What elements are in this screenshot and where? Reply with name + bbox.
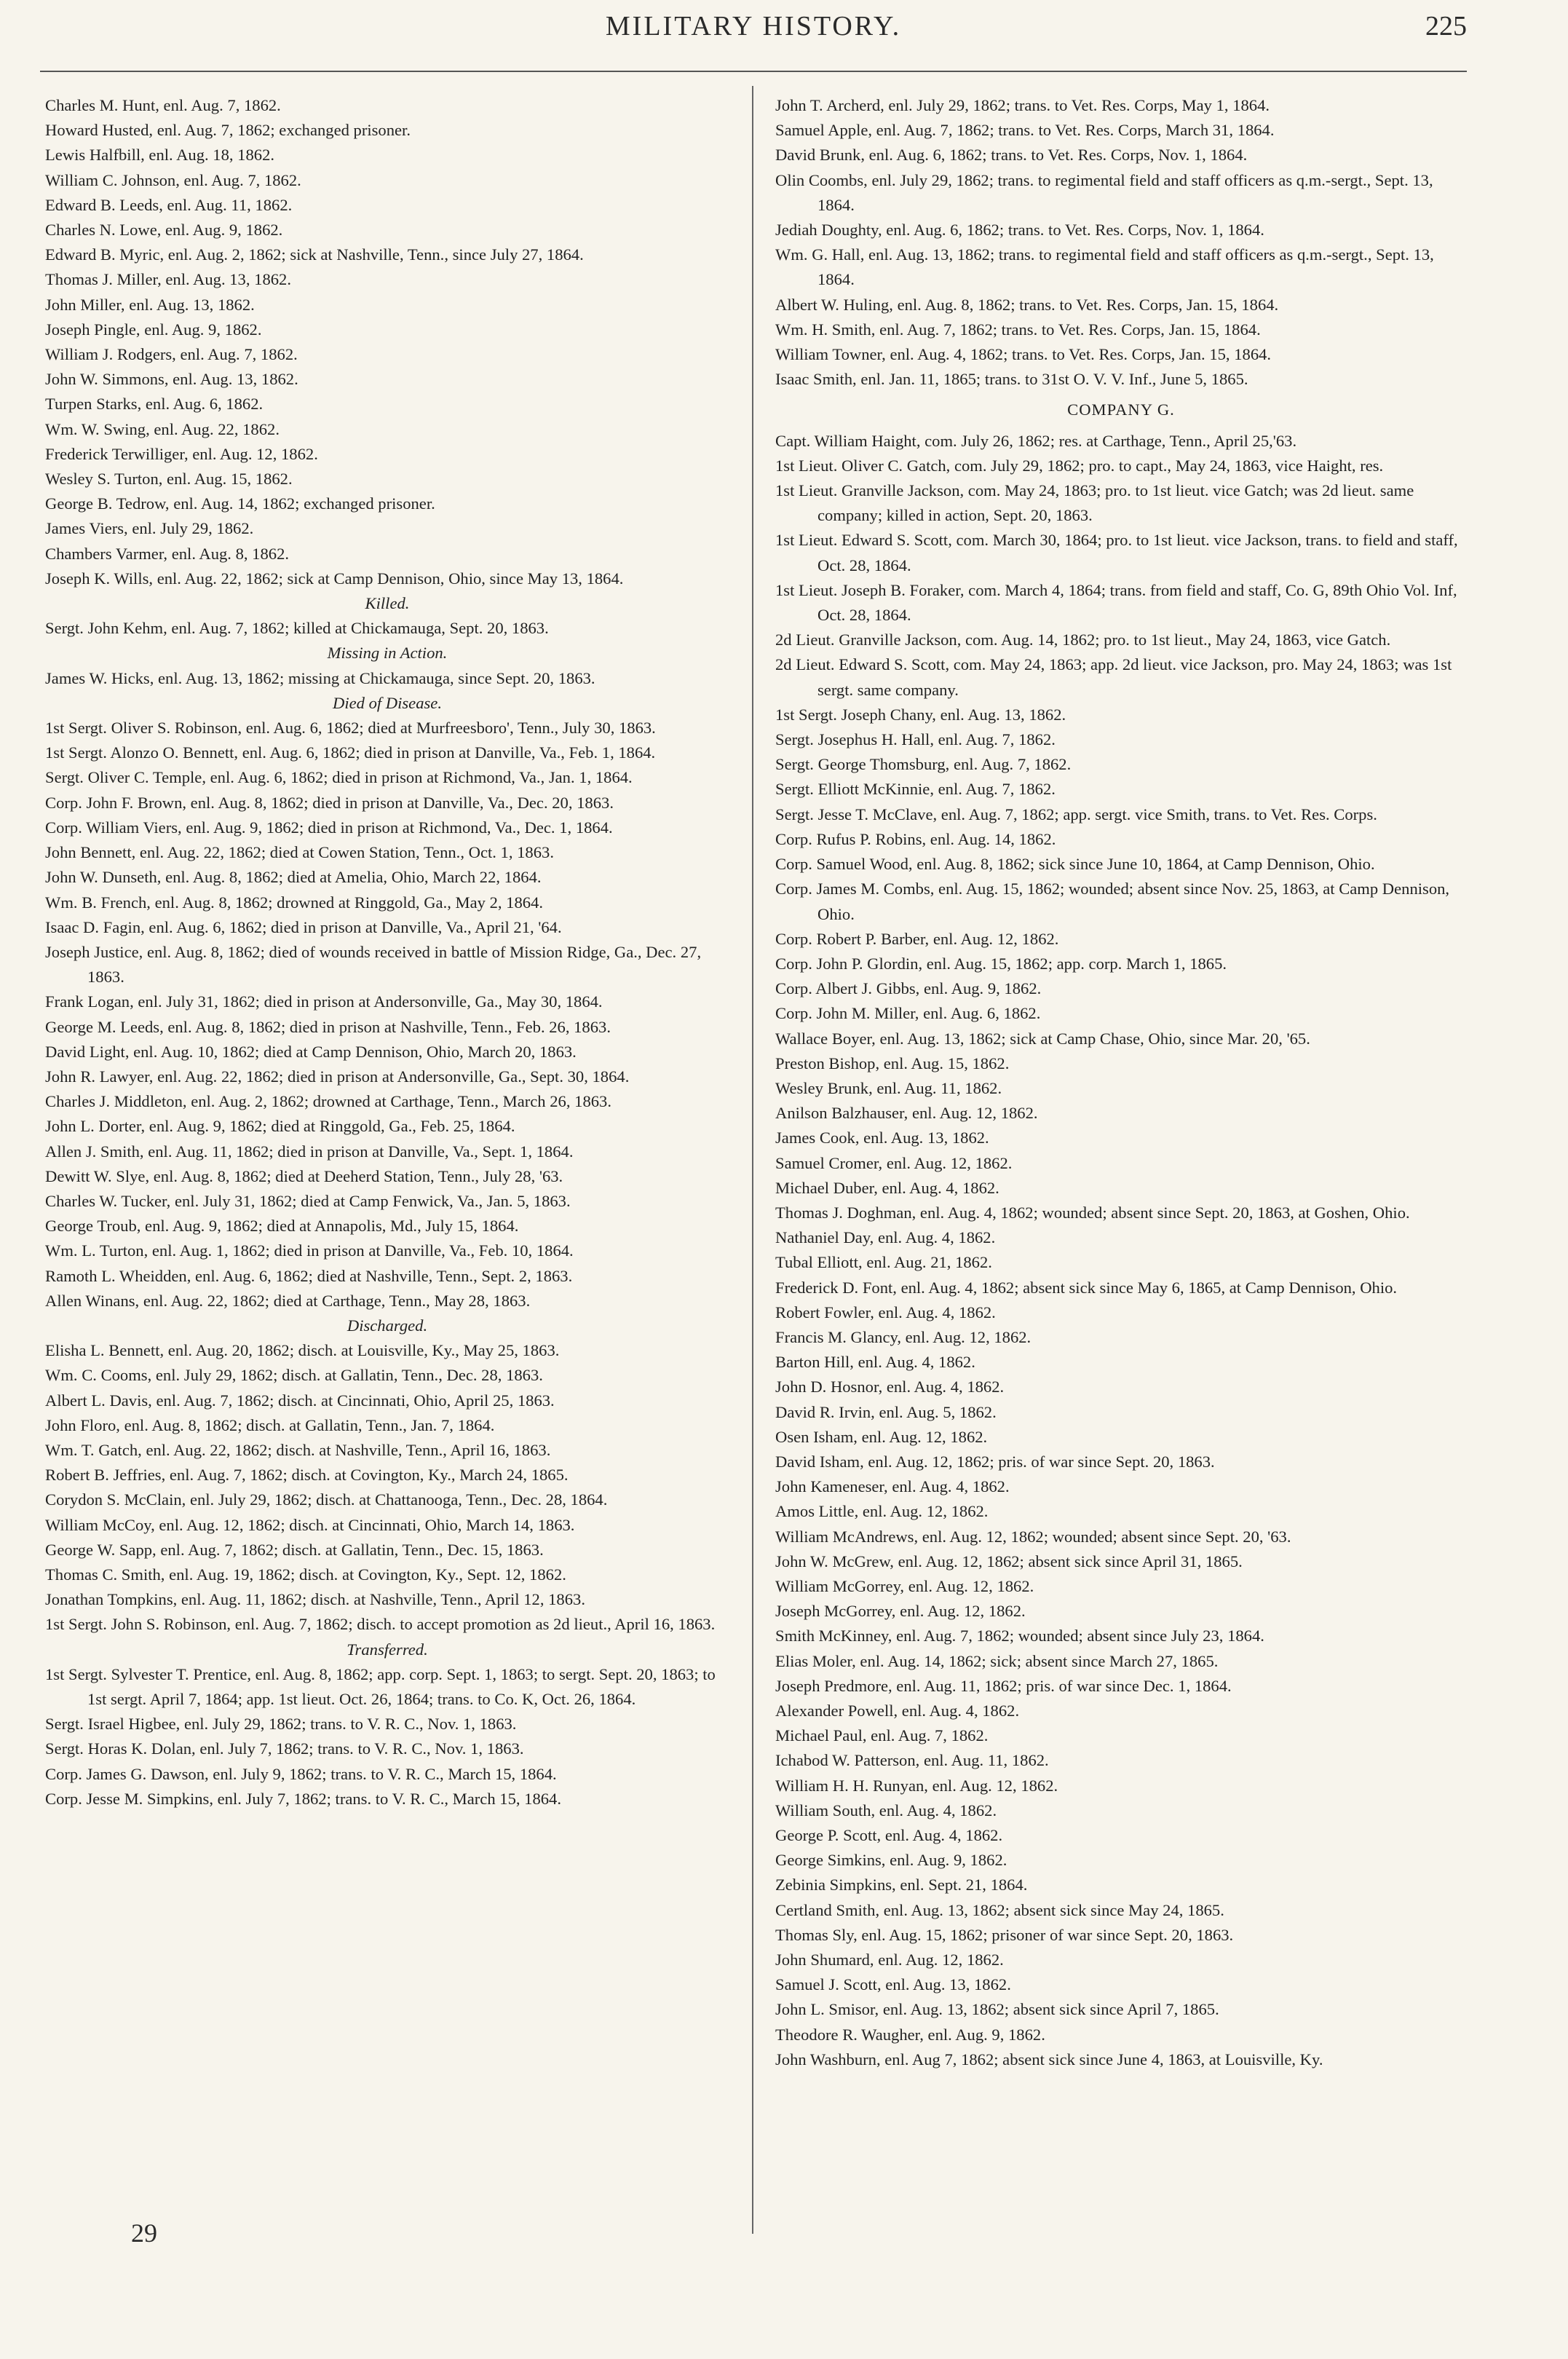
roster-entry: Wesley S. Turton, enl. Aug. 15, 1862. [45, 470, 293, 489]
roster-entry: Wm. L. Turton, enl. Aug. 1, 1862; died in prison at Danville, Va., Feb. 10, 1864. [45, 1241, 574, 1260]
roster-entry: Wm. B. French, enl. Aug. 8, 1862; drowned at Ringgold, Ga., May 2, 1864. [45, 893, 544, 912]
roster-entry: William McAndrews, enl. Aug. 12, 1862; wounded; absent since Sept. 20, '63. [775, 1527, 1291, 1546]
roster-entry: Dewitt W. Slye, enl. Aug. 8, 1862; died at Deeherd Station, Tenn., July 28, '63. [45, 1166, 563, 1185]
roster-entry: Thomas C. Smith, enl. Aug. 19, 1862; disch. at Covington, Ky., Sept. 12, 1862. [45, 1565, 566, 1584]
roster-entry: Alexander Powell, enl. Aug. 4, 1862. [775, 1702, 1020, 1720]
roster-entry: Corp. John F. Brown, enl. Aug. 8, 1862; died in prison at Danville, Va., Dec. 20, 1863. [45, 793, 614, 812]
roster-entry: Wm. T. Gatch, enl. Aug. 22, 1862; disch. at Nashville, Tenn., April 16, 1863. [45, 1440, 551, 1459]
roster-entry: Corp. James M. Combs, enl. Aug. 15, 1862; wounded; absent since Nov. 25, 1863, at Camp Dennison, Ohio. [775, 880, 1450, 923]
roster-entry: Theodore R. Waugher, enl. Aug. 9, 1862. [775, 2025, 1045, 2044]
roster-entry: William H. H. Runyan, enl. Aug. 12, 1862. [775, 1776, 1058, 1795]
section-heading: Discharged. [347, 1316, 428, 1335]
roster-entry: Olin Coombs, enl. July 29, 1862; trans. to regimental field and staff officers as q.m.-sergt., Sept. 13, 1864. [775, 170, 1433, 214]
roster-entry: George Troub, enl. Aug. 9, 1862; died at Annapolis, Md., July 15, 1864. [45, 1217, 519, 1236]
roster-entry: Lewis Halfbill, enl. Aug. 18, 1862. [45, 146, 275, 165]
roster-entry: Wm. H. Smith, enl. Aug. 7, 1862; trans. to Vet. Res. Corps, Jan. 15, 1864. [775, 320, 1261, 339]
roster-entry: Corp. Robert P. Barber, enl. Aug. 12, 1862. [775, 929, 1059, 948]
roster-entry: John D. Hosnor, enl. Aug. 4, 1862. [775, 1378, 1005, 1396]
roster-entry: Sergt. Josephus H. Hall, enl. Aug. 7, 1862. [775, 730, 1056, 749]
roster-entry: James Cook, enl. Aug. 13, 1862. [775, 1129, 989, 1147]
roster-entry: John W. McGrew, enl. Aug. 12, 1862; absent sick since April 31, 1865. [775, 1552, 1243, 1570]
roster-entry: George W. Sapp, enl. Aug. 7, 1862; disch. at Gallatin, Tenn., Dec. 15, 1863. [45, 1540, 544, 1559]
roster-entry: Nathaniel Day, enl. Aug. 4, 1862. [775, 1228, 996, 1247]
roster-entry: Smith McKinney, enl. Aug. 7, 1862; wounded; absent since July 23, 1864. [775, 1627, 1264, 1645]
roster-entry: Barton Hill, enl. Aug. 4, 1862. [775, 1353, 975, 1372]
section-heading: Transferred. [347, 1640, 428, 1659]
roster-entry: William McGorrey, enl. Aug. 12, 1862. [775, 1576, 1034, 1595]
roster-entry: Joseph Predmore, enl. Aug. 11, 1862; pris. of war since Dec. 1, 1864. [775, 1676, 1232, 1695]
roster-entry: Corp. William Viers, enl. Aug. 9, 1862; died in prison at Richmond, Va., Dec. 1, 1864. [45, 818, 613, 837]
roster-entry: William C. Johnson, enl. Aug. 7, 1862. [45, 170, 301, 189]
roster-entry: Samuel Cromer, enl. Aug. 12, 1862. [775, 1153, 1013, 1172]
roster-entry: Joseph Pingle, enl. Aug. 9, 1862. [45, 320, 262, 339]
roster-entry: Isaac Smith, enl. Jan. 11, 1865; trans. to 31st O. V. V. Inf., June 5, 1865. [775, 370, 1248, 389]
roster-entry: Corp. John P. Glordin, enl. Aug. 15, 1862; app. corp. March 1, 1865. [775, 954, 1227, 973]
roster-entry: John L. Dorter, enl. Aug. 9, 1862; died at Ringgold, Ga., Feb. 25, 1864. [45, 1117, 515, 1136]
roster-entry: Albert W. Huling, enl. Aug. 8, 1862; trans. to Vet. Res. Corps, Jan. 15, 1864. [775, 295, 1279, 314]
roster-entry: Elias Moler, enl. Aug. 14, 1862; sick; absent since March 27, 1865. [775, 1651, 1219, 1670]
signature-mark: 29 [131, 2218, 157, 2248]
roster-entry: William Towner, enl. Aug. 4, 1862; trans. to Vet. Res. Corps, Jan. 15, 1864. [775, 345, 1272, 364]
header-rule [40, 71, 1467, 72]
roster-entry: George M. Leeds, enl. Aug. 8, 1862; died in prison at Nashville, Tenn., Feb. 26, 1863. [45, 1017, 611, 1036]
roster-entry: Albert L. Davis, enl. Aug. 7, 1862; disch. at Cincinnati, Ohio, April 25, 1863. [45, 1391, 555, 1410]
roster-entry: Ramoth L. Wheidden, enl. Aug. 6, 1862; died at Nashville, Tenn., Sept. 2, 1863. [45, 1266, 573, 1285]
roster-entry: Thomas J. Doghman, enl. Aug. 4, 1862; wounded; absent since Sept. 20, 1863, at Goshen, Ohio. [775, 1203, 1410, 1222]
roster-entry: David R. Irvin, enl. Aug. 5, 1862. [775, 1402, 997, 1421]
roster-entry: Samuel Apple, enl. Aug. 7, 1862; trans. to Vet. Res. Corps, March 31, 1864. [775, 121, 1275, 140]
roster-entry: George Simkins, enl. Aug. 9, 1862. [775, 1851, 1007, 1870]
roster-entry: Michael Paul, enl. Aug. 7, 1862. [775, 1726, 989, 1745]
roster-entry: 1st Lieut. Oliver C. Gatch, com. July 29, 1862; pro. to capt., May 24, 1863, vice Haight, res. [775, 456, 1384, 475]
roster-entry: Certland Smith, enl. Aug. 13, 1862; absent sick since May 24, 1865. [775, 1900, 1224, 1919]
roster-entry: William McCoy, enl. Aug. 12, 1862; disch. at Cincinnati, Ohio, March 14, 1863. [45, 1515, 575, 1534]
roster-entry: 1st Lieut. Granville Jackson, com. May 24, 1863; pro. to 1st lieut. vice Gatch; was 2d lieut. same company; killed in action, Sept. 20, 1863. [775, 481, 1414, 525]
roster-entry: 1st Lieut. Edward S. Scott, com. March 30, 1864; pro. to 1st lieut. vice Jackson, trans. to field and staff, Oct. 28, 1864. [775, 531, 1458, 574]
roster-entry: Howard Husted, enl. Aug. 7, 1862; exchanged prisoner. [45, 121, 411, 140]
column-divider [752, 86, 753, 2234]
roster-entry: James Viers, enl. July 29, 1862. [45, 519, 254, 538]
roster-entry: William South, enl. Aug. 4, 1862. [775, 1801, 997, 1819]
roster-entry: 1st Sergt. Oliver S. Robinson, enl. Aug. 6, 1862; died at Murfreesboro', Tenn., July 30, 1863. [45, 719, 656, 738]
roster-entry: Frederick Terwilliger, enl. Aug. 12, 1862. [45, 444, 318, 463]
roster-entry: 2d Lieut. Edward S. Scott, com. May 24, 1863; app. 2d lieut. vice Jackson, pro. May 24, 1863; was 1st sergt. same company. [775, 655, 1452, 699]
roster-entry: 2d Lieut. Granville Jackson, com. Aug. 14, 1862; pro. to 1st lieut., May 24, 1863, vice Gatch. [775, 631, 1391, 649]
roster-entry: William J. Rodgers, enl. Aug. 7, 1862. [45, 345, 298, 364]
roster-entry: Ichabod W. Patterson, enl. Aug. 11, 1862. [775, 1751, 1049, 1770]
roster-entry: Wm. W. Swing, enl. Aug. 22, 1862. [45, 419, 280, 438]
roster-entry: Tubal Elliott, enl. Aug. 21, 1862. [775, 1253, 992, 1272]
roster-entry: John Miller, enl. Aug. 13, 1862. [45, 295, 255, 314]
roster-entry: Edward B. Leeds, enl. Aug. 11, 1862. [45, 195, 293, 214]
roster-entry: 1st Sergt. Joseph Chany, enl. Aug. 13, 1862. [775, 705, 1066, 724]
section-heading: Missing in Action. [327, 644, 448, 663]
roster-entry: Elisha L. Bennett, enl. Aug. 20, 1862; disch. at Louisville, Ky., May 25, 1863. [45, 1341, 560, 1360]
roster-entry: Sergt. John Kehm, enl. Aug. 7, 1862; killed at Chickamauga, Sept. 20, 1863. [45, 619, 549, 638]
roster-entry: Wesley Brunk, enl. Aug. 11, 1862. [775, 1078, 1002, 1097]
section-heading: Killed. [365, 594, 410, 613]
roster-entry: Wallace Boyer, enl. Aug. 13, 1862; sick at Camp Chase, Ohio, since Mar. 20, '65. [775, 1029, 1310, 1048]
roster-entry: John Kameneser, enl. Aug. 4, 1862. [775, 1477, 1010, 1496]
roster-entry: Jediah Doughty, enl. Aug. 6, 1862; trans. to Vet. Res. Corps, Nov. 1, 1864. [775, 221, 1264, 240]
roster-entry: Frederick D. Font, enl. Aug. 4, 1862; absent sick since May 6, 1865, at Camp Dennison, Ohio. [775, 1278, 1398, 1297]
roster-entry: John R. Lawyer, enl. Aug. 22, 1862; died in prison at Andersonville, Ga., Sept. 30, 1864. [45, 1067, 630, 1086]
roster-entry: Corp. Samuel Wood, enl. Aug. 8, 1862; sick since June 10, 1864, at Camp Dennison, Ohio. [775, 855, 1375, 874]
roster-entry: Anilson Balzhauser, enl. Aug. 12, 1862. [775, 1104, 1038, 1123]
roster-entry: Robert B. Jeffries, enl. Aug. 7, 1862; disch. at Covington, Ky., March 24, 1865. [45, 1466, 569, 1485]
roster-entry: Corp. Albert J. Gibbs, enl. Aug. 9, 1862. [775, 979, 1042, 998]
page-number: 225 [1425, 11, 1467, 42]
roster-entry: Charles M. Hunt, enl. Aug. 7, 1862. [45, 96, 281, 114]
roster-entry: David Isham, enl. Aug. 12, 1862; pris. of war since Sept. 20, 1863. [775, 1452, 1215, 1471]
roster-entry: John L. Smisor, enl. Aug. 13, 1862; absent sick since April 7, 1865. [775, 2000, 1219, 2019]
roster-entry: Sergt. Oliver C. Temple, enl. Aug. 6, 1862; died in prison at Richmond, Va., Jan. 1, 1864. [45, 768, 633, 787]
roster-entry: Sergt. George Thomsburg, enl. Aug. 7, 1862. [775, 755, 1072, 774]
roster-entry: Zebinia Simpkins, enl. Sept. 21, 1864. [775, 1876, 1028, 1894]
roster-entry: Edward B. Myric, enl. Aug. 2, 1862; sick at Nashville, Tenn., since July 27, 1864. [45, 245, 584, 264]
roster-entry: Robert Fowler, enl. Aug. 4, 1862. [775, 1303, 996, 1321]
left-column [45, 93, 729, 1811]
roster-entry: Corydon S. McClain, enl. July 29, 1862; disch. at Chattanooga, Tenn., Dec. 28, 1864. [45, 1490, 608, 1509]
roster-entry: Michael Duber, enl. Aug. 4, 1862. [775, 1178, 999, 1197]
roster-entry: Corp. John M. Miller, enl. Aug. 6, 1862. [775, 1004, 1041, 1023]
section-heading: Died of Disease. [333, 693, 442, 712]
roster-entry: Wm. C. Cooms, enl. July 29, 1862; disch. at Gallatin, Tenn., Dec. 28, 1863. [45, 1366, 543, 1385]
roster-entry: Jonathan Tompkins, enl. Aug. 11, 1862; disch. at Nashville, Tenn., April 12, 1863. [45, 1590, 585, 1609]
roster-entry: Osen Isham, enl. Aug. 12, 1862. [775, 1427, 988, 1446]
roster-entry: Allen J. Smith, enl. Aug. 11, 1862; died in prison at Danville, Va., Sept. 1, 1864. [45, 1142, 574, 1161]
roster-entry: John Bennett, enl. Aug. 22, 1862; died at Cowen Station, Tenn., Oct. 1, 1863. [45, 843, 554, 862]
roster-entry: Isaac D. Fagin, enl. Aug. 6, 1862; died in prison at Danville, Va., April 21, '64. [45, 917, 562, 936]
roster-entry: David Brunk, enl. Aug. 6, 1862; trans. to Vet. Res. Corps, Nov. 1, 1864. [775, 146, 1248, 165]
roster-entry: Corp. Rufus P. Robins, enl. Aug. 14, 1862. [775, 829, 1056, 848]
company-heading: COMPANY G. [1067, 400, 1175, 419]
roster-entry: Thomas J. Miller, enl. Aug. 13, 1862. [45, 270, 291, 289]
roster-entry: Capt. William Haight, com. July 26, 1862; res. at Carthage, Tenn., April 25,'63. [775, 431, 1297, 450]
roster-entry: John Shumard, enl. Aug. 12, 1862. [775, 1951, 1004, 1969]
roster-entry: Allen Winans, enl. Aug. 22, 1862; died at Carthage, Tenn., May 28, 1863. [45, 1291, 531, 1310]
roster-entry: 1st Sergt. John S. Robinson, enl. Aug. 7, 1862; disch. to accept promotion as 2d lieut., April 16, 1863. [45, 1615, 716, 1634]
roster-entry: John W. Simmons, enl. Aug. 13, 1862. [45, 370, 298, 389]
roster-entry: Turpen Starks, enl. Aug. 6, 1862. [45, 395, 264, 414]
roster-entry: Charles N. Lowe, enl. Aug. 9, 1862. [45, 221, 283, 240]
roster-entry: Wm. G. Hall, enl. Aug. 13, 1862; trans. to regimental field and staff officers as q.m.-sergt., Sept. 13, 1864. [775, 245, 1434, 289]
roster-entry: Preston Bishop, enl. Aug. 15, 1862. [775, 1054, 1010, 1072]
running-title: MILITARY HISTORY. [605, 11, 902, 42]
roster-entry: Thomas Sly, enl. Aug. 15, 1862; prisoner of war since Sept. 20, 1863. [775, 1925, 1234, 1944]
roster-entry: Joseph Justice, enl. Aug. 8, 1862; died of wounds received in battle of Mission Ridge, Ga., Dec. 27, 1863. [45, 942, 702, 987]
roster-entry: Charles J. Middleton, enl. Aug. 2, 1862; drowned at Carthage, Tenn., March 26, 1863. [45, 1092, 611, 1111]
roster-entry: Frank Logan, enl. July 31, 1862; died in prison at Andersonville, Ga., May 30, 1864. [45, 992, 603, 1011]
roster-entry: Sergt. Elliott McKinnie, enl. Aug. 7, 1862. [775, 780, 1056, 799]
roster-entry: John Floro, enl. Aug. 8, 1862; disch. at Gallatin, Tenn., Jan. 7, 1864. [45, 1415, 495, 1434]
roster-entry: 1st Sergt. Sylvester T. Prentice, enl. Aug. 8, 1862; app. corp. Sept. 1, 1863; to sergt. Sept. 20, 1863; to 1st sergt. April 7, 1864; app. 1st lieut. Oct. 26, 1864; trans. to Co. K, Oct. 26, 1864. [45, 1664, 716, 1708]
roster-entry: Corp. Jesse M. Simpkins, enl. July 7, 1862; trans. to V. R. C., March 15, 1864. [45, 1789, 561, 1808]
roster-entry: Sergt. Jesse T. McClave, enl. Aug. 7, 1862; app. sergt. vice Smith, trans. to Vet. Res. Corps. [775, 805, 1377, 823]
roster-entry: Joseph McGorrey, enl. Aug. 12, 1862. [775, 1602, 1026, 1621]
roster-entry: George P. Scott, enl. Aug. 4, 1862. [775, 1826, 1003, 1845]
right-column [775, 93, 1467, 2072]
roster-entry: 1st Sergt. Alonzo O. Bennett, enl. Aug. 6, 1862; died in prison at Danville, Va., Feb. 1, 1864. [45, 743, 656, 762]
roster-entry: Sergt. Horas K. Dolan, enl. July 7, 1862; trans. to V. R. C., Nov. 1, 1863. [45, 1739, 524, 1758]
roster-entry: George B. Tedrow, enl. Aug. 14, 1862; exchanged prisoner. [45, 494, 435, 513]
roster-entry: John T. Archerd, enl. July 29, 1862; trans. to Vet. Res. Corps, May 1, 1864. [775, 96, 1270, 114]
roster-entry: Amos Little, enl. Aug. 12, 1862. [775, 1502, 989, 1521]
roster-entry: Chambers Varmer, enl. Aug. 8, 1862. [45, 544, 290, 563]
roster-entry: Joseph K. Wills, enl. Aug. 22, 1862; sick at Camp Dennison, Ohio, since May 13, 1864. [45, 569, 624, 588]
roster-entry: Samuel J. Scott, enl. Aug. 13, 1862. [775, 1975, 1011, 1994]
roster-entry: Sergt. Israel Higbee, enl. July 29, 1862; trans. to V. R. C., Nov. 1, 1863. [45, 1715, 517, 1734]
roster-entry: 1st Lieut. Joseph B. Foraker, com. March 4, 1864; trans. from field and staff, Co. G, 89th Ohio Vol. Inf, Oct. 28, 1864. [775, 580, 1457, 625]
roster-entry: James W. Hicks, enl. Aug. 13, 1862; missing at Chickamauga, since Sept. 20, 1863. [45, 668, 595, 687]
roster-entry: Francis M. Glancy, enl. Aug. 12, 1862. [775, 1327, 1032, 1346]
roster-entry: David Light, enl. Aug. 10, 1862; died at Camp Dennison, Ohio, March 20, 1863. [45, 1042, 577, 1061]
roster-entry: John W. Dunseth, enl. Aug. 8, 1862; died at Amelia, Ohio, March 22, 1864. [45, 868, 542, 887]
roster-entry: Corp. James G. Dawson, enl. July 9, 1862; trans. to V. R. C., March 15, 1864. [45, 1764, 557, 1783]
roster-entry: Charles W. Tucker, enl. July 31, 1862; died at Camp Fenwick, Va., Jan. 5, 1863. [45, 1191, 571, 1210]
roster-entry: John Washburn, enl. Aug 7, 1862; absent sick since June 4, 1863, at Louisville, Ky. [775, 2050, 1323, 2068]
page-header [40, 6, 1467, 51]
